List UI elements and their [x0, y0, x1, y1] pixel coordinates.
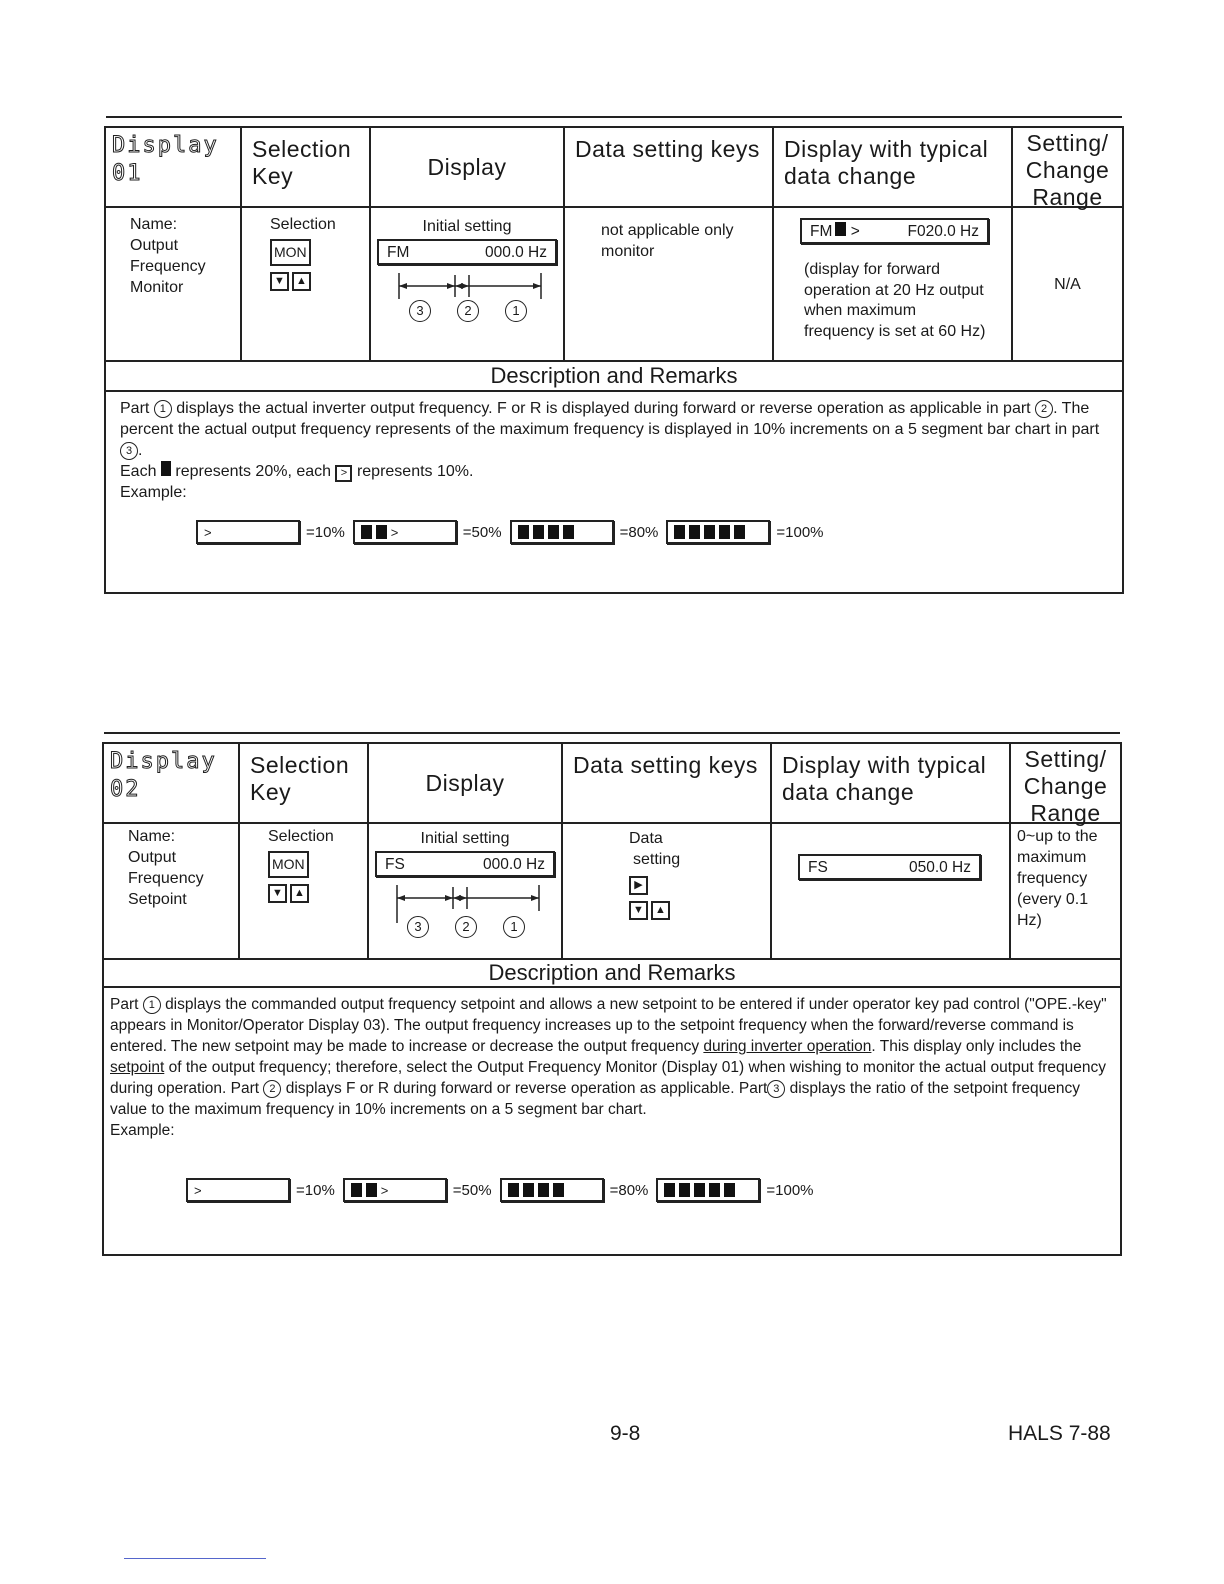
mon-key: MON	[270, 239, 311, 266]
display-number: 01	[112, 161, 143, 186]
data-keys-text: not applicable only monitor	[601, 222, 734, 260]
up-arrow-key-icon: ▲	[290, 884, 309, 903]
name-cell	[104, 824, 240, 958]
description-title: Description and Remarks	[106, 362, 1122, 392]
lcd-prefix: FM	[387, 243, 410, 261]
divider	[124, 1558, 266, 1559]
part-1-marker: 1	[154, 400, 172, 418]
initial-setting-lcd	[377, 239, 557, 265]
right-arrow-key-icon: ▶	[629, 876, 648, 895]
selection-label: Selection	[268, 828, 334, 845]
bar-100-percent	[666, 520, 770, 544]
initial-setting-label: Initial setting	[422, 218, 512, 235]
mon-key: MON	[268, 851, 309, 878]
selection-key-cell	[242, 208, 371, 360]
part-1-marker: 1	[505, 300, 527, 322]
example-label: Example:	[110, 1122, 175, 1139]
header-selection-key: Selection Key	[240, 744, 369, 822]
part-2-marker: 2	[457, 300, 479, 322]
lcd-value: F020.0 Hz	[907, 222, 979, 240]
initial-setting-lcd	[375, 851, 555, 877]
display-number: 02	[110, 777, 141, 802]
name-line: Output	[130, 237, 179, 254]
selection-label: Selection	[270, 216, 336, 233]
display-01-row	[106, 208, 1122, 362]
data-keys-cell	[565, 208, 774, 360]
range-cell	[1011, 824, 1120, 958]
bar-examples	[186, 1178, 822, 1202]
name-line: Frequency	[130, 258, 206, 275]
typical-cell	[772, 824, 1011, 958]
part-2-marker: 2	[263, 1080, 281, 1098]
description-paragraph: Part 1 displays the commanded output frequency setpoint and allows a new setpoint to be entered if under operator key pad control ("OPE.-key" appears in Monitor/Operator Display 03). The output frequency increases up to the setpoint frequency when the forward/reverse command is entered. The new setpoint may be made to increase or decrease the output frequency during inverter operation. This display only includes the setpoint of the output frequency; therefore, select the Output Frequency Monitor (Display 01) when wishing to monitor the actual output frequency during operation. Part 2 displays F or R during forward or reverse operation as applicable. Part 3 displays the ratio of the setpoint frequency value to the maximum frequency in 10% increments on a 5 segment bar chart.	[110, 996, 1107, 1118]
name-line: Frequency	[128, 870, 204, 887]
header-display-typical: Display with typical data change	[774, 128, 1013, 206]
pct-label: =10%	[306, 523, 345, 541]
document-code: HALS 7-88	[1008, 1422, 1111, 1445]
part-3-marker: 3	[407, 916, 429, 938]
display-02-table	[102, 742, 1122, 1256]
header-range: Setting/ Change Range	[1023, 746, 1108, 826]
data-keys-label: Data	[629, 830, 663, 847]
header-display-num	[106, 128, 242, 206]
bar-segment-icon	[835, 222, 846, 236]
up-arrow-key-icon: ▲	[292, 272, 311, 291]
bar-segment-icon	[161, 461, 171, 476]
name-line: Monitor	[130, 279, 184, 296]
bar-50-percent: >	[343, 1178, 447, 1202]
name-line: Setpoint	[128, 891, 187, 908]
down-arrow-key-icon: ▼	[270, 272, 289, 291]
example-label: Example:	[120, 484, 187, 501]
description-body	[106, 392, 1122, 594]
part-3-marker: 3	[767, 1080, 785, 1098]
pct-label: =10%	[296, 1181, 335, 1199]
header-display: Display	[371, 128, 565, 206]
bar-50-percent: >	[353, 520, 457, 544]
up-arrow-key-icon: ▲	[651, 901, 670, 920]
description-body	[104, 988, 1120, 1199]
bar-80-percent	[500, 1178, 604, 1202]
bar-examples	[196, 520, 832, 544]
display-01-table	[104, 126, 1124, 594]
table-header	[104, 744, 1120, 824]
page-number: 9-8	[610, 1422, 641, 1445]
header-selection-key: Selection Key	[242, 128, 371, 206]
bar-10-percent: >	[186, 1178, 290, 1202]
name-cell	[106, 208, 242, 360]
name-line: Name:	[128, 828, 176, 845]
description-paragraph: Part 1 displays the actual inverter output frequency. F or R is displayed during forward or reverse operation as applicable in part 2 . The percent the actual output frequency represents of the maximum frequency is displayed in 10% increments on a 5 segment bar chart in part3 .	[120, 400, 1100, 459]
part-2-marker: 2	[1035, 400, 1053, 418]
header-display: Display	[369, 744, 563, 822]
part-1-marker: 1	[503, 916, 525, 938]
display-word: Display	[112, 133, 219, 158]
name-line: Name:	[130, 216, 178, 233]
part-2-marker: 2	[455, 916, 477, 938]
down-arrow-key-icon: ▼	[629, 901, 648, 920]
part-3-marker: 3	[409, 300, 431, 322]
divider	[104, 732, 1120, 734]
selection-key-cell	[240, 824, 369, 958]
data-keys-label: setting	[633, 851, 681, 868]
pct-label: =50%	[462, 523, 502, 541]
pct-label: =80%	[609, 1181, 649, 1199]
header-display-num	[104, 744, 240, 822]
bar-10-percent: >	[196, 520, 300, 544]
range-value: N/A	[1054, 275, 1081, 293]
data-keys-cell	[563, 824, 772, 958]
description-line: Each represents 20%, each > represents 10%.	[120, 463, 474, 480]
display-cell	[369, 824, 563, 958]
initial-setting-label: Initial setting	[420, 830, 510, 847]
part-3-marker: 3	[120, 442, 138, 460]
range-value: 0~up to the maximum frequency (every 0.1 Hz)	[1017, 828, 1098, 929]
typical-cell	[774, 208, 1013, 360]
header-data-setting-keys: Data setting keys	[565, 128, 774, 206]
pct-label: =50%	[452, 1181, 492, 1199]
typical-note: (display for forward operation at 20 Hz output when maximum frequency is set at 60 Hz)	[804, 261, 986, 340]
display-cell	[371, 208, 565, 360]
display-word: Display	[110, 749, 217, 774]
table-header	[106, 128, 1122, 208]
typical-lcd	[800, 218, 989, 244]
divider	[106, 116, 1122, 118]
name-line: Output	[128, 849, 177, 866]
pct-label: =100%	[776, 523, 824, 541]
typical-lcd	[798, 854, 981, 880]
header-display-typical: Display with typical data change	[772, 744, 1011, 822]
pct-label: =100%	[766, 1181, 814, 1199]
display-02-row	[104, 824, 1120, 960]
lcd-prefix: FS	[385, 855, 405, 873]
pct-label: =80%	[619, 523, 659, 541]
lcd-prefix: FS	[808, 858, 828, 876]
lcd-value: 050.0 Hz	[908, 858, 971, 876]
bar-80-percent	[510, 520, 614, 544]
lcd-prefix: FM >	[810, 222, 860, 240]
description-title: Description and Remarks	[104, 960, 1120, 988]
range-cell	[1013, 208, 1122, 360]
arrow-segment-icon: >	[335, 465, 352, 482]
part-1-marker: 1	[143, 996, 161, 1014]
header-data-setting-keys: Data setting keys	[563, 744, 772, 822]
header-range: Setting/ Change Range	[1025, 130, 1110, 210]
lcd-value: 000.0 Hz	[482, 855, 545, 873]
bar-100-percent	[656, 1178, 760, 1202]
lcd-value: 000.0 Hz	[484, 243, 547, 261]
down-arrow-key-icon: ▼	[268, 884, 287, 903]
